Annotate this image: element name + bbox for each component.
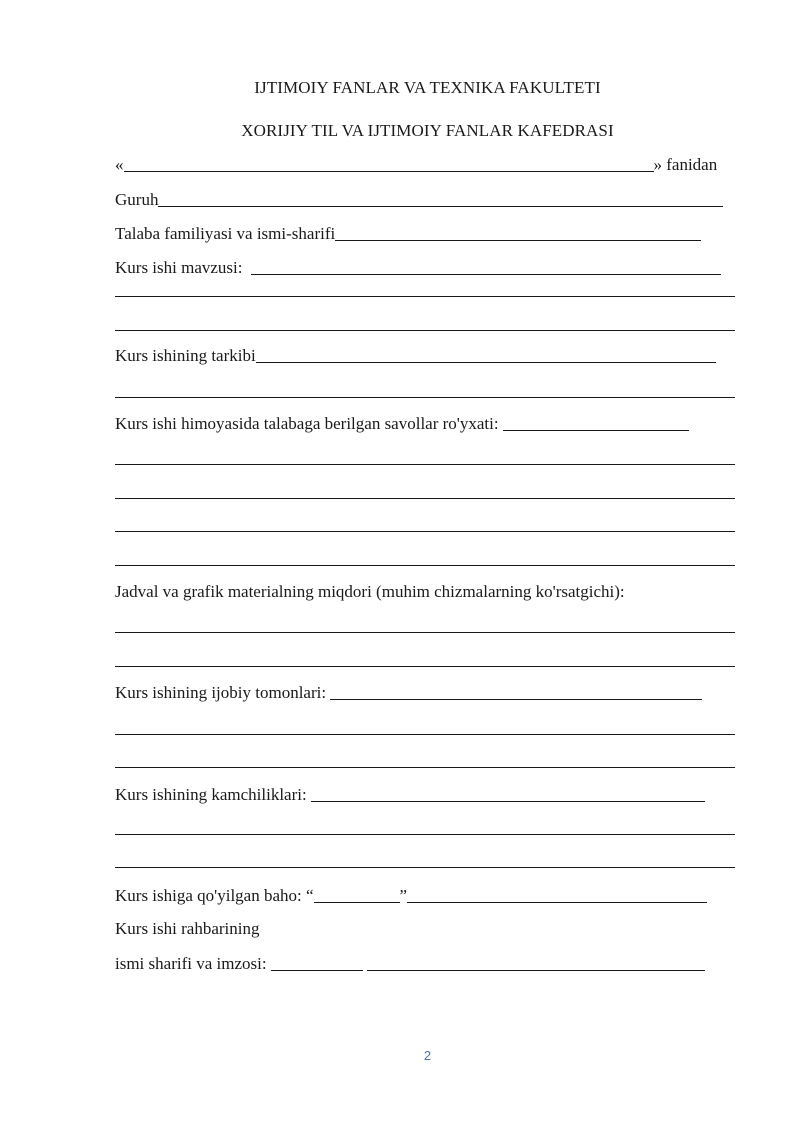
subject-open-quote: «: [115, 155, 124, 174]
positives-extra-line-1[interactable]: [115, 734, 735, 735]
signature-line: [115, 952, 705, 974]
subject-field[interactable]: [124, 154, 654, 172]
department-heading: XORIJIY TIL VA IJTIMOIY FANLAR KAFEDRASI: [241, 121, 614, 140]
materials-extra-line-2[interactable]: [115, 666, 735, 667]
materials-line: [115, 580, 625, 602]
student-name-line: [115, 222, 701, 244]
shortcomings-field[interactable]: [311, 784, 705, 802]
structure-extra-line[interactable]: [115, 397, 735, 398]
topic-extra-line-2[interactable]: [115, 330, 735, 331]
structure-label: Kurs ishining tarkibi: [115, 346, 256, 365]
questions-extra-line-1[interactable]: [115, 464, 735, 465]
grade-close-quote: ”: [399, 886, 408, 905]
materials-label: Jadval va grafik materialning miqdori (muhim chizmalarning ko'rsatgichi):: [115, 582, 625, 601]
grade-line: [115, 884, 707, 906]
topic-field[interactable]: [251, 257, 721, 275]
positives-extra-line-2[interactable]: [115, 767, 735, 768]
grade-label: Kurs ishiga qo'yilgan baho: “: [115, 886, 314, 905]
positives-line: [115, 681, 702, 703]
subject-close-label: » fanidan: [653, 155, 718, 174]
group-label: Guruh: [115, 190, 159, 209]
signature-label: ismi sharifi va imzosi:: [115, 954, 267, 973]
subject-line: [115, 153, 717, 175]
topic-extra-line-1[interactable]: [115, 296, 735, 297]
student-name-label: Talaba familiyasi va ismi-sharifi: [115, 224, 336, 243]
signature-field[interactable]: [367, 953, 705, 971]
shortcomings-extra-line-2[interactable]: [115, 867, 735, 868]
structure-line: [115, 344, 716, 366]
positives-label: Kurs ishining ijobiy tomonlari:: [115, 683, 327, 702]
positives-field[interactable]: [330, 682, 702, 700]
group-field[interactable]: [158, 189, 723, 207]
supervisor-label: Kurs ishi rahbarining: [115, 919, 260, 938]
grade-field[interactable]: [314, 885, 400, 903]
materials-extra-line-1[interactable]: [115, 632, 735, 633]
student-name-field[interactable]: [335, 223, 701, 241]
questions-field[interactable]: [503, 413, 689, 431]
questions-line: [115, 412, 689, 434]
topic-line: [115, 256, 721, 278]
group-line: [115, 188, 723, 210]
faculty-heading: IJTIMOIY FANLAR VA TEXNIKA FAKULTETI: [254, 78, 601, 97]
supervisor-name-field[interactable]: [271, 953, 363, 971]
topic-label: Kurs ishi mavzusi:: [115, 258, 243, 277]
supervisor-line: [115, 917, 259, 939]
questions-label: Kurs ishi himoyasida talabaga berilgan savollar ro'yxati:: [115, 414, 499, 433]
grade-extra-field[interactable]: [407, 885, 707, 903]
shortcomings-line: [115, 783, 705, 805]
questions-extra-line-2[interactable]: [115, 498, 735, 499]
shortcomings-label: Kurs ishining kamchiliklari:: [115, 785, 307, 804]
questions-extra-line-3[interactable]: [115, 531, 735, 532]
page-number: 2: [423, 1048, 432, 1063]
shortcomings-extra-line-1[interactable]: [115, 834, 735, 835]
structure-field[interactable]: [256, 345, 716, 363]
questions-extra-line-4[interactable]: [115, 565, 735, 566]
